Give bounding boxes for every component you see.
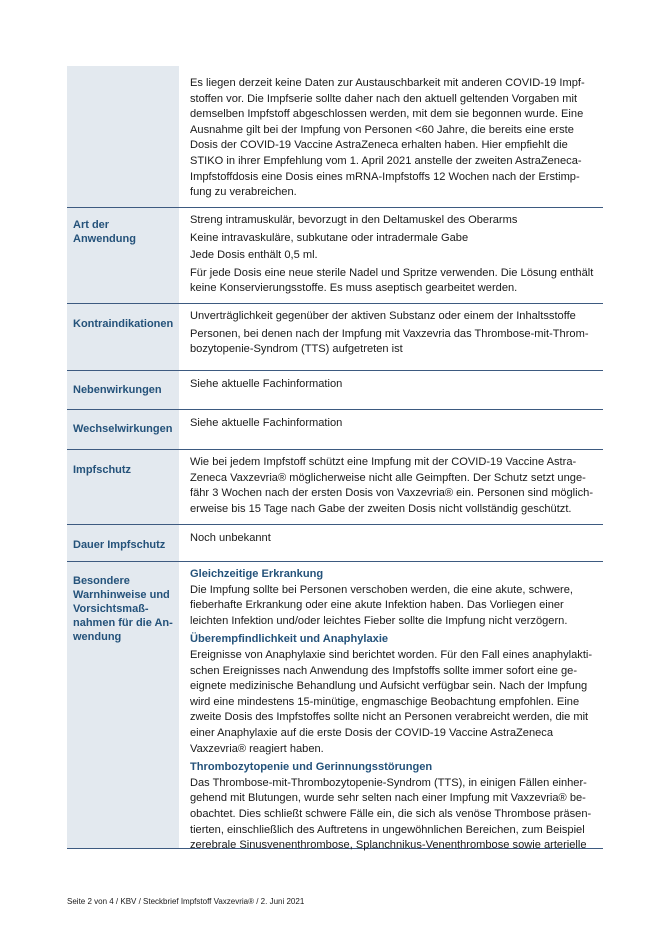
page-footer: Seite 2 von 4 / KBV / Steckbrief Impfstoff Vaxzevria® / 2. Juni 2021 [67,897,305,906]
row-value [179,371,603,409]
row-value [179,304,603,370]
paragraph: Die Impfung sollte bei Personen verschoben werden, die eine akute, schwere, fieberhafte Erkrankung oder eine akute Infektion haben. Das Vorliegen einer leichten Infektion und/oder leichtes Fieber sollte die Impfung nicht verzögern. [190,583,573,627]
row-label: Kontraindikationen [67,304,179,370]
paragraph: Ereignisse von Anaphylaxie sind berichtet worden. Für den Fall eines anaphylakti-schen Ereignisses nach Anwendung des Impfstoffs sollte immer sofort eine ge-eignete medizinische Behandlung und Aufsicht verfügbar sein. Nach der Impfung wird eine mindestens 15-minütige, engmaschige Beobachtung empfohlen. Eine zweite Dosis des Impfstoffes sollte nicht an Personen verabreicht werden, die mit einer Anaphylaxie auf die erste Dosis der COVID-19 Vaccine AstraZeneca Vaxzevria® reagiert haben. [190,648,593,755]
row-value [179,562,603,852]
row-label: Nebenwirkungen [67,371,179,409]
paragraph: Personen, bei denen nach der Impfung mit Vaxzevria das Thrombose-mit-Throm-bozytopenie-Syndrom (TTS) aufgetreten ist [190,327,589,356]
row-label: Impfschutz [67,450,179,524]
paragraph: Für jede Dosis eine neue sterile Nadel und Spritze verwenden. Die Lösung enthält keine Konservierungsstoffe. Es muss aseptisch gearbeitet werden. [190,266,594,295]
info-table [67,66,603,852]
paragraph: Keine intravaskuläre, subkutane oder intradermale Gabe [190,231,469,244]
row-austausch [67,66,603,208]
row-dauer-impfschutz [67,525,603,562]
row-warnhinweise [67,562,603,852]
paragraph: Wie bei jedem Impfstoff schützt eine Impfung mit der COVID-19 Vaccine Astra-Zeneca Vaxzevria® möglicherweise nicht alle Geimpften. Der Schutz setzt unge-fähr 3 Wochen nach der ersten Dosis von Vaxzevria® ein. Personen sind möglich-erweise bis 15 Tage nach Gabe der zweiten Dosis nicht vollständig geschützt. [190,456,594,515]
row-value [179,66,603,207]
row-value [179,525,603,561]
row-kontraindikationen [67,304,603,371]
row-nebenwirkungen [67,371,603,410]
row-label: Besondere Warnhinweise und Vorsichtsmaß-nahmen für die An-wendung [67,562,179,848]
row-impfschutz [67,450,603,525]
row-label [67,66,179,207]
paragraph: Siehe aktuelle Fachinformation [190,378,343,390]
row-label: Wechselwirkungen [67,410,179,449]
paragraph: Siehe aktuelle Fachinformation [190,417,343,429]
row-art-der-anwendung [67,208,603,304]
paragraph: Jede Dosis enthält 0,5 ml. [190,249,318,262]
row-value [179,208,603,303]
paragraph: Noch unbekannt [190,532,271,544]
row-label: Dauer Impfschutz [67,525,179,561]
paragraph: Unverträglichkeit gegenüber der aktiven Substanz oder einem der Inhaltsstoffe [190,310,576,322]
section-heading: Überempfindlichkeit und Anaphylaxie [190,633,389,646]
row-label: Art der Anwendung [67,208,179,303]
paragraph: Streng intramuskulär, bevorzugt in den Deltamuskel des Oberarms [190,214,518,226]
section-heading: Gleichzeitige Erkrankung [190,568,324,580]
row-value [179,410,603,449]
section-heading: Thrombozytopenie und Gerinnungsstörungen [190,761,433,774]
row-wechselwirkungen [67,410,603,450]
paragraph: Es liegen derzeit keine Daten zur Austauschbarkeit mit anderen COVID-19 Impf-stoffen vor. Die Impfserie sollte daher nach den aktuell geltenden Vorgaben mit demselben Impfstoff abgeschlossen werden, mit dem sie begonnen wurde. Eine Ausnahme gilt bei der Impfung von Personen <60 Jahre, die bereits eine erste Dosis der COVID-19 Vaccine AstraZeneca erhalten haben. Hier empfiehlt die STIKO in ihrer Empfehlung vom 1. April 2021 anstelle der zweiten AstraZeneca-Impfstoffdosis eine Dosis eines mRNA-Impfstoffs 12 Wochen nach der Erstimp-fung zu verabreichen. [190,77,585,199]
row-value [179,450,603,524]
paragraph: Das Thrombose-mit-Thrombozytopenie-Syndrom (TTS), in einigen Fällen einher-gehend mit Blutungen, wurde sehr selten nach einer Impfung mit Vaxzevria® be-obachtet. Dies schließt schwere Fälle ein, die sich als venöse Thrombose präsen-tierten, einschließlich des Auftretens in ungewöhnlichen Bereichen, zum Beispiel zerebrale Sinusvenenthrombose, Splanchnikus-Venenthrombose sowie arterielle [190,776,592,852]
